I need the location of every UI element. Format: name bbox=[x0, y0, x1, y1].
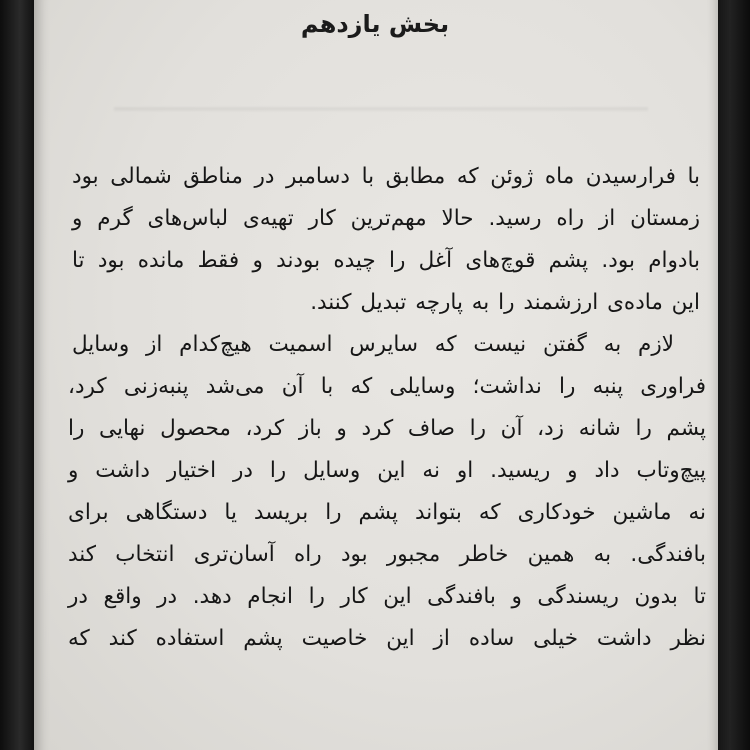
text-line: بادوام بود. پشم قوچ‌های آغل را چیده بودند و فقط مانده بود تا bbox=[72, 248, 700, 273]
text-line: تا بدون ریسندگی و بافندگی این کار را انجام دهد. در واقع در bbox=[68, 584, 706, 609]
text-line: زمستان از راه رسید. حالا مهم‌ترین کار تهیه‌ی لباس‌های گرم و bbox=[72, 206, 700, 231]
text-line: نظر داشت خیلی ساده از این خاصیت پشم استفاده کند که bbox=[68, 626, 706, 651]
text-line: پشم را شانه زد، آن را صاف کرد و باز کرد، محصول نهایی را bbox=[68, 416, 706, 441]
text-line: با فرارسیدن ماه ژوئن که مطابق با دسامبر در مناطق شمالی بود bbox=[72, 164, 700, 189]
paragraph-1 bbox=[72, 156, 700, 324]
chapter-title: بخش یازدهم bbox=[300, 10, 450, 38]
text-line: لازم به گفتن نیست که سایرس اسمیت هیچ‌کدام از وسایل bbox=[72, 332, 674, 357]
text-line: نه ماشین خودکاری که بتواند پشم را بریسد یا دستگاهی برای bbox=[68, 500, 706, 525]
text-line: پیچ‌وتاب داد و ریسید. او نه این وسایل را در اختیار داشت و bbox=[68, 458, 706, 483]
paragraph-2 bbox=[68, 324, 706, 660]
show-through-text bbox=[114, 85, 648, 145]
text-line: این ماده‌ی ارزشمند را به پارچه تبدیل کنند. bbox=[310, 290, 700, 315]
text-line: فراوری پنبه را نداشت؛ وسایلی که با آن می‌شد پنبه‌زنی کرد، bbox=[68, 374, 706, 399]
body-text bbox=[68, 156, 706, 660]
text-line: بافندگی. به همین خاطر مجبور بود راه آسان‌تری انتخاب کند bbox=[68, 542, 706, 567]
